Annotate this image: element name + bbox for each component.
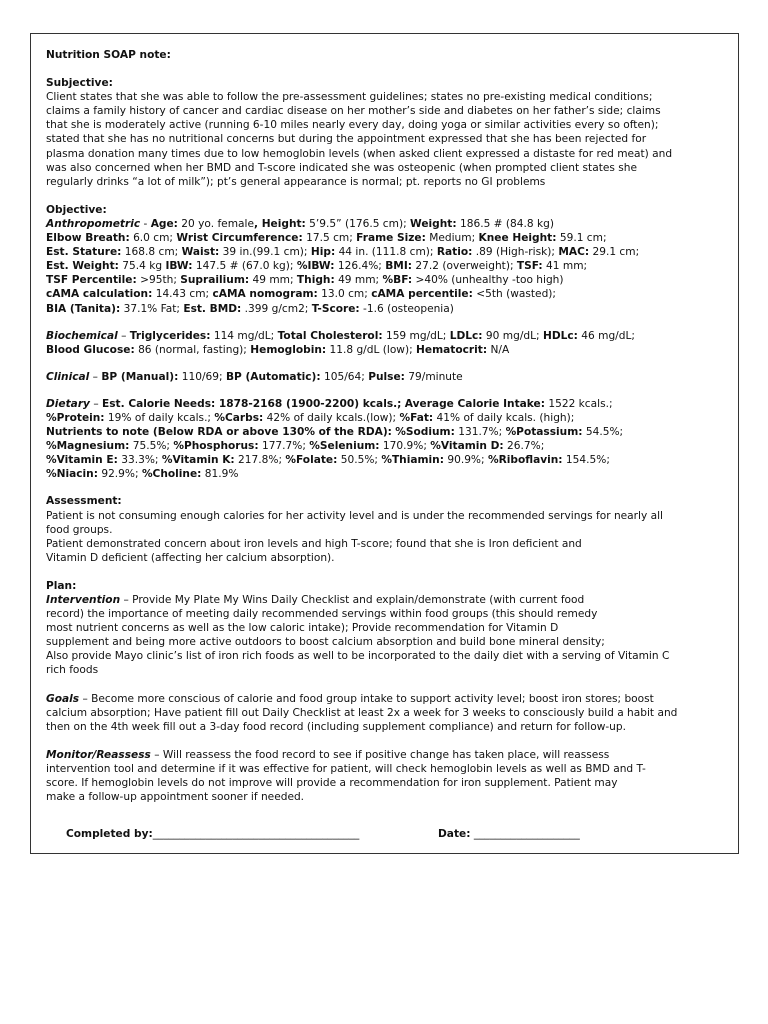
date-label: Date:: [438, 828, 471, 840]
monitor-line: make a follow-up appointment sooner if needed.: [46, 791, 305, 804]
subjective-line: claims a family history of cancer and cardiac disease on her mother’s side and diabetes on her father’s side; claims: [46, 105, 661, 118]
dietary-line: %Vitamin E: 33.3%; %Vitamin K: 217.8%; %Folate: 50.5%; %Thiamin: 90.9%; %Riboflavin: 154.5%;: [46, 454, 610, 467]
assessment-line: Patient is not consuming enough calories for her activity level and is under the recommended servings for nearly all: [46, 509, 663, 522]
date-line[interactable]: ____________________: [473, 828, 580, 840]
clinical-line: Clinical – BP (Manual): 110/69; BP (Automatic): 105/64; Pulse: 79/minute: [46, 370, 463, 383]
monitor-label: Monitor/Reassess: [46, 748, 151, 761]
assessment-line: food groups.: [46, 523, 113, 536]
anthropometric-line: BIA (Tanita): 37.1% Fat; Est. BMD: .399 g/cm2; T-Score: -1.6 (osteopenia): [46, 302, 454, 315]
biochemical-line: Biochemical – Triglycerides: 114 mg/dL; Total Cholesterol: 159 mg/dL; LDLc: 90 mg/dL; HDLc: 46 mg/dL;: [46, 329, 635, 342]
completed-by-label: Completed by:: [66, 828, 153, 840]
anthropometric-line: cAMA calculation: 14.43 cm; cAMA nomogram: 13.0 cm; cAMA percentile: <5th (wasted);: [46, 288, 556, 301]
soap-note: [46, 48, 726, 804]
subjective-line: was also concerned when her BMD and T-score indicated she was osteopenic (when prompted client states she: [46, 161, 638, 174]
intervention-label: Intervention: [46, 594, 121, 606]
completed-by-line[interactable]: _______________________________________: [152, 828, 360, 840]
intervention-line: rich foods: [46, 664, 99, 677]
dietary-line: %Protein: 19% of daily kcals.; %Carbs: 42% of daily kcals.(low); %Fat: 41% of daily kcals. (high);: [46, 411, 575, 424]
monitor-line: score. If hemoglobin levels do not improve will provide a recommendation for iron supplement. Patient may: [46, 777, 618, 790]
assessment-heading: Assessment:: [46, 495, 122, 508]
intervention-line: Intervention – Provide My Plate My Wins Daily Checklist and explain/demonstrate (with current food: [46, 594, 585, 606]
goals-line: calcium absorption; Have patient fill out Daily Checklist at least 2x a week for 3 weeks to consciously build a habit and: [46, 706, 678, 719]
monitor-line: Monitor/Reassess – Will reassess the food record to see if positive change has taken place, will reassess: [46, 748, 610, 761]
biochemical-line: Blood Glucose: 86 (normal, fasting); Hemoglobin: 11.8 g/dL (low); Hematocrit: N/A: [46, 343, 510, 356]
dietary-line: Dietary – Est. Calorie Needs: 1878-2168 (1900-2200) kcals.; Average Calorie Intake: 1522 kcals.;: [46, 397, 613, 410]
goals-label: Goals: [46, 692, 80, 705]
goals-line: then on the 4th week fill out a 3-day food record (including supplement compliance) and return for follow-up.: [46, 720, 626, 733]
signature-row: [66, 827, 580, 841]
anthropometric-line: TSF Percentile: >95th; Suprailium: 49 mm; Thigh: 49 mm; %BF: >40% (unhealthy -too high): [46, 274, 564, 287]
assessment-line: Vitamin D deficient (affecting her calcium absorption).: [46, 551, 335, 564]
monitor-line: intervention tool and determine if it was effective for patient, will check hemoglobin levels as well as BMD and T-: [46, 762, 646, 775]
subjective-line: regularly drinks “a lot of milk”); pt’s general appearance is normal; pt. reports no GI problems: [46, 175, 546, 188]
anthropometric-line: Est. Weight: 75.4 kg IBW: 147.5 # (67.0 kg); %IBW: 126.4%; BMI: 27.2 (overweight); TSF: 41 mm;: [46, 260, 588, 273]
subjective-heading: Subjective:: [46, 77, 113, 90]
objective-heading: Objective:: [46, 203, 107, 216]
anthropometric-line: Elbow Breath: 6.0 cm; Wrist Circumference: 17.5 cm; Frame Size: Medium; Knee Height: 59.1 cm;: [46, 232, 607, 245]
dietary-line: %Niacin: 92.9%; %Choline: 81.9%: [46, 468, 239, 481]
intervention-line: most nutrient concerns as well as the low caloric intake); Provide recommendation for Vitamin D: [46, 622, 559, 635]
date-field: [438, 827, 580, 841]
anthropometric-line: Est. Stature: 168.8 cm; Waist: 39 in.(99.1 cm); Hip: 44 in. (111.8 cm); Ratio: .89 (High-risk); MAC: 29.1 cm;: [46, 246, 640, 259]
assessment-line: Patient demonstrated concern about iron levels and high T-score; found that she is Iron deficient and: [46, 537, 582, 550]
subjective-line: stated that she has no nutritional concerns but during the appointment expressed that she has been rejected for: [46, 133, 647, 146]
intervention-line: Also provide Mayo clinic’s list of iron rich foods as well to be incorporated to the daily diet with a serving of Vitamin C: [46, 650, 670, 663]
anthropometric-line: Anthropometric - Age: 20 yo. female, Height: 5’9.5” (176.5 cm); Weight: 186.5 # (84.8 kg): [46, 217, 555, 230]
intervention-line: supplement and being more active outdoors to boost calcium absorption and build bone mineral density;: [46, 636, 605, 649]
dietary-line: Nutrients to note (Below RDA or above 130% of the RDA): %Sodium: 131.7%; %Potassium: 54.5%;: [46, 426, 624, 439]
subjective-line: plasma donation many times due to low hemoglobin levels (when asked client expressed a distaste for red meat) and: [46, 147, 673, 160]
goals-line: Goals – Become more conscious of calorie and food group intake to support activity level; boost iron stores; boost: [46, 692, 654, 705]
subjective-line: that she is moderately active (running 6-10 miles nearly every day, doing yoga or similar activities every so often);: [46, 119, 659, 132]
intervention-line: record) the importance of meeting daily recommended servings within food groups (this should remedy: [46, 608, 598, 621]
dietary-line: %Magnesium: 75.5%; %Phosphorus: 177.7%; %Selenium: 170.9%; %Vitamin D: 26.7%;: [46, 440, 545, 453]
document-title: Nutrition SOAP note:: [46, 49, 171, 61]
plan-heading: Plan:: [46, 579, 77, 592]
subjective-line: Client states that she was able to follow the pre-assessment guidelines; states no pre-existing medical conditions;: [46, 91, 653, 104]
